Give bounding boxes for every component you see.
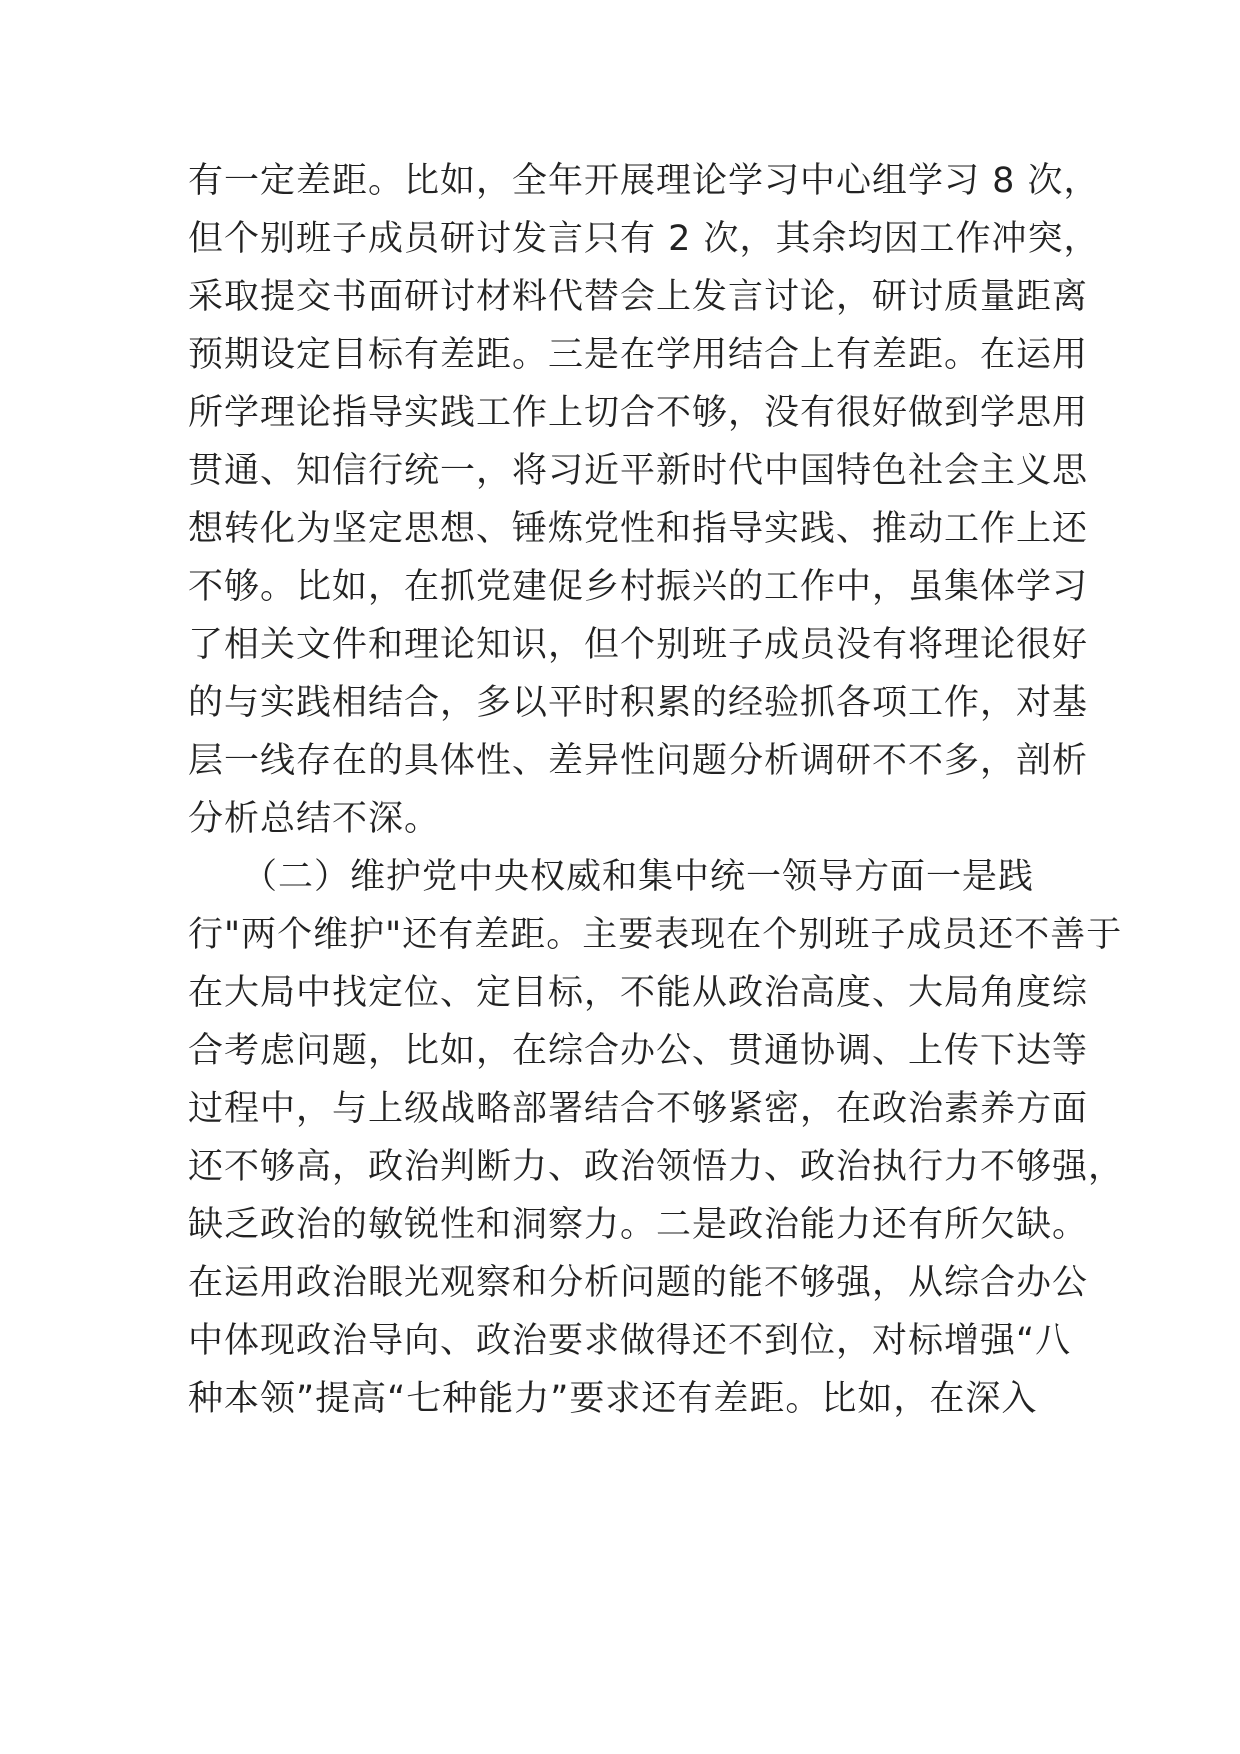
text-line: 还不够高，政治判断力、政治领悟力、政治执行力不够强， <box>188 1147 1125 1187</box>
text-line: 行"两个维护"还有差距。主要表现在个别班子成员还不善于 <box>188 915 1123 955</box>
text-line: 有一定差距。比如，全年开展理论学习中心组学习 8 次， <box>188 161 1100 201</box>
text-line: 贯通、知信行统一，将习近平新时代中国特色社会主义思 <box>188 451 1089 491</box>
text-line: 合考虑问题，比如，在综合办公、贯通协调、上传下达等 <box>188 1031 1089 1071</box>
text-line: 了相关文件和理论知识，但个别班子成员没有将理论很好 <box>188 625 1089 665</box>
text-line: 分析总结不深。 <box>188 799 441 839</box>
text-line: 在运用政治眼光观察和分析问题的能不够强，从综合办公 <box>188 1263 1089 1303</box>
text-line: 采取提交书面研讨材料代替会上发言讨论，研讨质量距离 <box>188 277 1089 317</box>
text-line: 不够。比如，在抓党建促乡村振兴的工作中，虽集体学习 <box>188 567 1089 607</box>
text-line: 的与实践相结合，多以平时积累的经验抓各项工作，对基 <box>188 683 1089 723</box>
text-line: 中体现政治导向、政治要求做得还不到位，对标增强“八 <box>188 1321 1072 1361</box>
text-line: 所学理论指导实践工作上切合不够，没有很好做到学思用 <box>188 393 1089 433</box>
text-line: 想转化为坚定思想、锤炼党性和指导实践、推动工作上还 <box>188 509 1089 549</box>
section-heading-line: （二）维护党中央权威和集中统一领导方面一是践 <box>242 857 1035 897</box>
text-line: 缺乏政治的敏锐性和洞察力。二是政治能力还有所欠缺。 <box>188 1205 1089 1245</box>
text-line: 在大局中找定位、定目标，不能从政治高度、大局角度综 <box>188 973 1089 1013</box>
text-line: 但个别班子成员研讨发言只有 2 次，其余均因工作冲突， <box>188 219 1100 259</box>
text-line: 预期设定目标有差距。三是在学用结合上有差距。在运用 <box>188 335 1089 375</box>
text-line: 过程中，与上级战略部署结合不够紧密，在政治素养方面 <box>188 1089 1089 1129</box>
text-line: 层一线存在的具体性、差异性问题分析调研不不多，剖析 <box>188 741 1089 781</box>
text-line: 种本领”提高“七种能力”要求还有差距。比如，在深入 <box>188 1379 1038 1419</box>
